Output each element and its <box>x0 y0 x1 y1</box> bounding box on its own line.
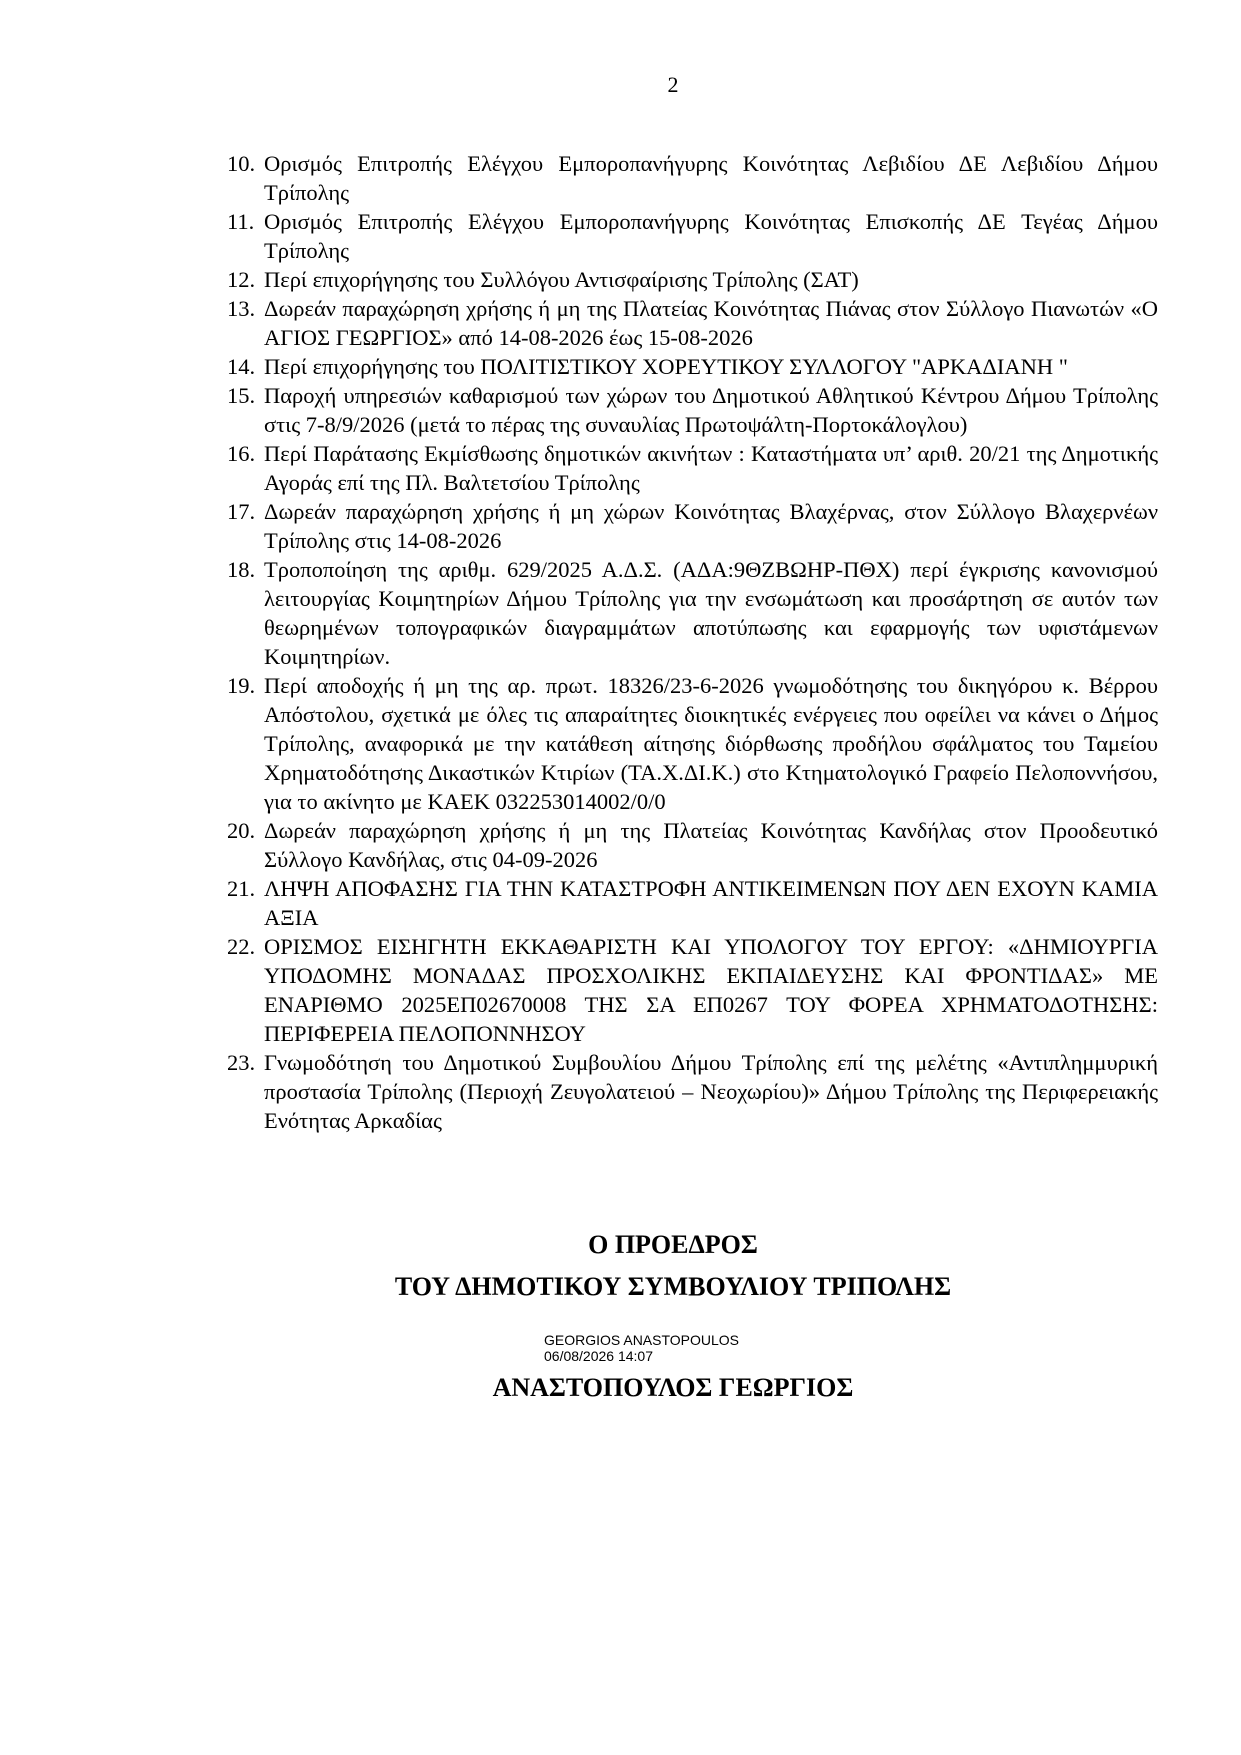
agenda-item-number: 10. <box>227 151 256 176</box>
agenda-item-number: 13. <box>227 296 256 321</box>
agenda-item-number: 18. <box>227 557 256 582</box>
agenda-item <box>227 381 1158 439</box>
agenda-item-number: 12. <box>227 267 256 292</box>
digital-signature-datetime: 06/08/2026 14:07 <box>544 1348 653 1364</box>
agenda-item <box>227 874 1158 932</box>
agenda-item-text: Περί επιχορήγησης του ΠΟΛΙΤΙΣΤΙΚΟΥ ΧΟΡΕΥΤΙΚΟΥ ΣΥΛΛΟΓΟΥ "ΑΡΚΑΔΙΑΝΗ " <box>264 354 1068 379</box>
page-number: 2 <box>667 72 679 97</box>
agenda-item <box>227 555 1158 671</box>
signatory-title-line-1: Ο ΠΡΟΕΔΡΟΣ <box>588 1230 758 1259</box>
agenda-item-text: Ορισμός Επιτροπής Ελέγχου Εμποροπανήγυρης Κοινότητας Επισκοπής ΔΕ Τεγέας Δήμου Τρίπολης <box>264 209 1158 263</box>
agenda-item-number: 23. <box>227 1050 256 1075</box>
agenda-item-text: Γνωμοδότηση του Δημοτικού Συμβουλίου Δήμου Τρίπολης επί της μελέτης «Αντιπλημμυρική προστασία Τρίπολης (Περιοχή Ζευγολατειού – Νεοχωρίου)» Δήμου Τρίπολης της Περιφερειακής Ενότητας Αρκαδίας <box>264 1050 1158 1133</box>
agenda-item-number: 22. <box>227 934 256 959</box>
agenda-item <box>227 265 1158 294</box>
agenda-item-text: ΛΗΨΗ ΑΠΟΦΑΣΗΣ ΓΙΑ ΤΗΝ ΚΑΤΑΣΤΡΟΦΗ ΑΝΤΙΚΕΙΜΕΝΩΝ ΠΟΥ ΔΕΝ ΕΧΟΥΝ ΚΑΜΙΑ ΑΞΙΑ <box>264 876 1158 930</box>
agenda-item-text: ΟΡΙΣΜΟΣ ΕΙΣΗΓΗΤΗ ΕΚΚΑΘΑΡΙΣΤΗ ΚΑΙ ΥΠΟΛΟΓΟΥ ΤΟΥ ΕΡΓΟΥ: «ΔΗΜΙΟΥΡΓΙΑ ΥΠΟΔΟΜΗΣ ΜΟΝΑΔΑΣ ΠΡΟΣΧΟΛΙΚΗΣ ΕΚΠΑΙΔΕΥΣΗΣ ΚΑΙ ΦΡΟΝΤΙΔΑΣ» ΜΕ ΕΝΑΡΙΘΜΟ 2025ΕΠ02670008 ΤΗΣ ΣΑ ΕΠ0267 ΤΟΥ ΦΟΡΕΑ ΧΡΗΜΑΤΟΔΟΤΗΣΗΣ: ΠΕΡΙΦΕΡΕΙΑ ΠΕΛΟΠΟΝΝΗΣΟΥ <box>264 934 1158 1046</box>
signatory-title-line-2: ΤΟΥ ΔΗΜΟΤΙΚΟΥ ΣΥΜΒΟΥΛΙΟΥ ΤΡΙΠΟΛΗΣ <box>394 1272 952 1301</box>
agenda-item-number: 20. <box>227 818 256 843</box>
agenda-item-text: Περί Παράτασης Εκμίσθωσης δημοτικών ακινήτων : Καταστήματα υπ’ αριθ. 20/21 της Δημοτικής Αγοράς επί της Πλ. Βαλτετσίου Τρίπολης <box>264 441 1158 495</box>
agenda-item-number: 14. <box>227 354 256 379</box>
digital-signature-name: GEORGIOS ANASTOPOULOS <box>544 1332 740 1348</box>
agenda-item-number: 16. <box>227 441 256 466</box>
agenda-item <box>227 352 1158 381</box>
agenda-item-text: Δωρεάν παραχώρηση χρήσης ή μη της Πλατείας Κοινότητας Κανδήλας στον Προοδευτικό Σύλλογο Κανδήλας, στις 04-09-2026 <box>264 818 1158 872</box>
agenda-item-text: Περί επιχορήγησης του Συλλόγου Αντισφαίρισης Τρίπολης (ΣΑΤ) <box>264 267 859 292</box>
agenda-item <box>227 1048 1158 1135</box>
agenda-item-number: 21. <box>227 876 256 901</box>
agenda-item <box>227 816 1158 874</box>
agenda-item <box>227 497 1158 555</box>
agenda-item <box>227 207 1158 265</box>
agenda-item-number: 17. <box>227 499 256 524</box>
agenda-item-text: Δωρεάν παραχώρηση χρήσης ή μη χώρων Κοινότητας Βλαχέρνας, στον Σύλλογο Βλαχερνέων Τρίπολης στις 14-08-2026 <box>264 499 1158 553</box>
agenda-item <box>227 671 1158 816</box>
digital-signature-stamp <box>544 1332 739 1364</box>
agenda-item-text: Δωρεάν παραχώρηση χρήσης ή μη της Πλατείας Κοινότητας Πιάνας στον Σύλλογο Πιανωτών «Ο ΑΓΙΟΣ ΓΕΩΡΓΙΟΣ» από 14-08-2026 έως 15-08-2026 <box>264 296 1158 350</box>
agenda-item-number: 19. <box>227 673 256 698</box>
agenda-item-number: 15. <box>227 383 256 408</box>
agenda-item-text: Παροχή υπηρεσιών καθαρισμού των χώρων του Δημοτικού Αθλητικού Κέντρου Δήμου Τρίπολης στις 7-8/9/2026 (μετά το πέρας της συναυλίας Πρωτοψάλτη-Πορτοκάλογλου) <box>264 383 1158 437</box>
agenda-item <box>227 149 1158 207</box>
signatory-name: ΑΝΑΣΤΟΠΟΥΛΟΣ ΓΕΩΡΓΙΟΣ <box>492 1373 854 1402</box>
agenda-item-text: Ορισμός Επιτροπής Ελέγχου Εμποροπανήγυρης Κοινότητας Λεβιδίου ΔΕ Λεβιδίου Δήμου Τρίπολης <box>264 151 1158 205</box>
agenda-item-text: Τροποποίηση της αριθμ. 629/2025 Α.Δ.Σ. (ΑΔΑ:9ΘΖΒΩΗΡ-ΠΘΧ) περί έγκρισης κανονισμού λειτουργίας Κοιμητηρίων Δήμου Τρίπολης για την ενσωμάτωση και προσάρτηση σε αυτόν των θεωρημένων τοπογραφικών διαγραμμάτων αποτύπωσης και εφαρμογής των υφιστάμενων Κοιμητηρίων. <box>264 557 1158 669</box>
agenda-item-number: 11. <box>227 209 255 234</box>
agenda-item <box>227 439 1158 497</box>
agenda-item <box>227 932 1158 1048</box>
agenda-item-text: Περί αποδοχής ή μη της αρ. πρωτ. 18326/23-6-2026 γνωμοδότησης του δικηγόρου κ. Βέρρου Απόστολου, σχετικά με όλες τις απαραίτητες διοικητικές ενέργειες που οφείλει να κάνει ο Δήμος Τρίπολης, αναφορικά με την κατάθεση αίτησης διόρθωσης προδήλου σφάλματος του Ταμείου Χρηματοδότησης Δικαστικών Κτιρίων (ΤΑ.Χ.ΔΙ.Κ.) στο Κτηματολογικό Γραφείο Πελοποννήσου, για το ακίνητο με ΚΑΕΚ 032253014002/0/0 <box>264 673 1158 814</box>
agenda-list <box>227 149 1158 1135</box>
agenda-item <box>227 294 1158 352</box>
